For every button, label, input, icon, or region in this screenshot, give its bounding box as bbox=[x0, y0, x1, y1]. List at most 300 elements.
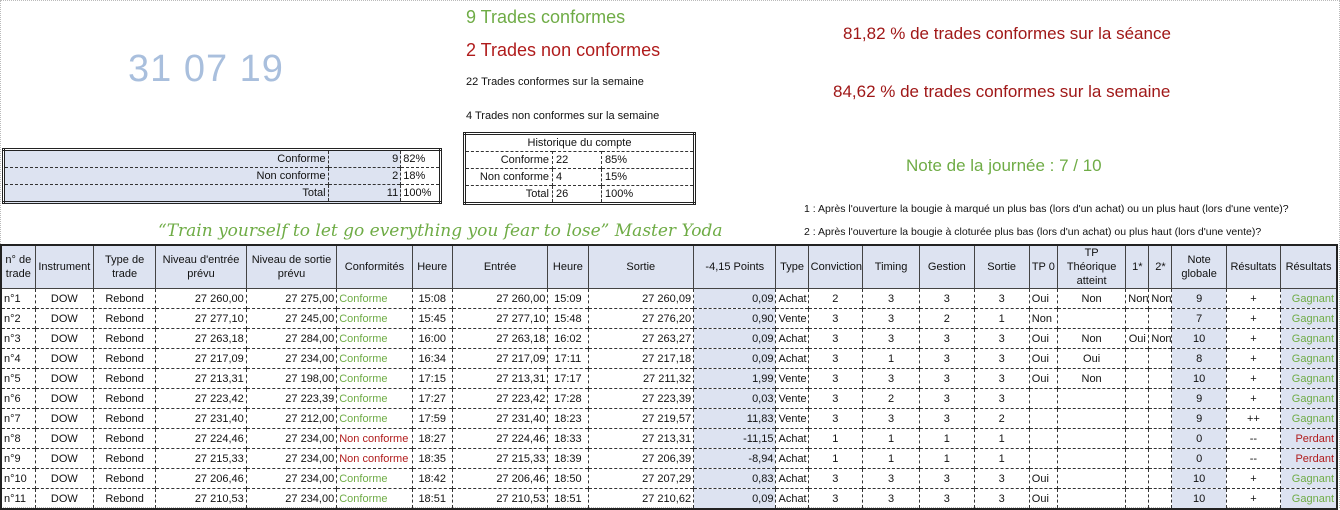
cell-exit: 27 276,20 bbox=[588, 309, 694, 329]
cell-timing: 3 bbox=[862, 489, 919, 510]
cell-gestion: 3 bbox=[920, 409, 974, 429]
cell-resultat: Gagnant bbox=[1281, 469, 1337, 489]
summary-count: 9 bbox=[328, 150, 401, 168]
cell-entry-planned: 27 260,00 bbox=[156, 289, 246, 309]
cell-tp0 bbox=[1029, 429, 1057, 449]
cell-exit-planned: 27 198,00 bbox=[246, 369, 336, 389]
cell-trade-number: n°11 bbox=[1, 489, 35, 510]
cell-points: 0,83 bbox=[694, 469, 776, 489]
cell-side: Vente bbox=[776, 369, 808, 389]
cell-q1 bbox=[1126, 389, 1149, 409]
cell-sortie: 1 bbox=[974, 309, 1029, 329]
cell-exit: 27 210,62 bbox=[588, 489, 694, 510]
cell-exit: 27 263,27 bbox=[588, 329, 694, 349]
table-row bbox=[1, 449, 1337, 469]
cell-tp0: Oui bbox=[1029, 329, 1057, 349]
cell-timing: 3 bbox=[862, 309, 919, 329]
cell-conviction: 1 bbox=[808, 449, 862, 469]
cell-tp-theorique bbox=[1057, 309, 1125, 329]
historique-pct: 85% bbox=[602, 152, 695, 169]
table-row bbox=[1, 309, 1337, 329]
table-row bbox=[1, 329, 1337, 349]
cell-side: Achat bbox=[776, 329, 808, 349]
cell-gestion: 3 bbox=[920, 349, 974, 369]
table-row bbox=[1, 409, 1337, 429]
cell-exit-time: 18:50 bbox=[548, 469, 588, 489]
cell-q2 bbox=[1149, 389, 1172, 409]
cell-resultat-sign: + bbox=[1226, 309, 1280, 329]
cell-trade-number: n°10 bbox=[1, 469, 35, 489]
cell-exit-planned: 27 234,00 bbox=[246, 489, 336, 510]
cell-trade-number: n°6 bbox=[1, 389, 35, 409]
historique-row bbox=[465, 186, 695, 204]
cell-tp0: Oui bbox=[1029, 289, 1057, 309]
cell-entry-planned: 27 224,46 bbox=[156, 429, 246, 449]
cell-exit: 27 260,09 bbox=[588, 289, 694, 309]
cell-trade-number: n°1 bbox=[1, 289, 35, 309]
column-header-entry-time: Heure bbox=[412, 245, 452, 289]
cell-exit-planned: 27 234,00 bbox=[246, 469, 336, 489]
cell-conviction: 3 bbox=[808, 309, 862, 329]
cell-q2 bbox=[1149, 369, 1172, 389]
table-row bbox=[1, 429, 1337, 449]
column-header-points: -4,15 Points bbox=[694, 245, 776, 289]
cell-instrument: DOW bbox=[35, 449, 93, 469]
cell-resultat: Gagnant bbox=[1281, 349, 1337, 369]
cell-instrument: DOW bbox=[35, 349, 93, 369]
cell-q2 bbox=[1149, 349, 1172, 369]
summary-count: 2 bbox=[328, 168, 401, 185]
summary-table bbox=[2, 148, 442, 204]
column-header-tp-theorique: TP Théorique atteint bbox=[1057, 245, 1125, 289]
cell-note-globale: 9 bbox=[1172, 389, 1226, 409]
summary-row bbox=[4, 168, 441, 185]
cell-instrument: DOW bbox=[35, 489, 93, 510]
trades-table bbox=[0, 244, 1338, 510]
cell-resultat-sign: + bbox=[1226, 349, 1280, 369]
summary-label: Total bbox=[4, 185, 329, 203]
cell-tp0: Oui bbox=[1029, 489, 1057, 510]
cell-tp0: Oui bbox=[1029, 369, 1057, 389]
cell-exit-time: 17:28 bbox=[548, 389, 588, 409]
summary-pct: 100% bbox=[401, 185, 441, 203]
cell-exit-planned: 27 284,00 bbox=[246, 329, 336, 349]
historique-count: 22 bbox=[553, 152, 602, 169]
cell-trade-type: Rebond bbox=[93, 329, 155, 349]
cell-q1 bbox=[1126, 429, 1149, 449]
cell-points: 0,09 bbox=[694, 329, 776, 349]
cell-trade-type: Rebond bbox=[93, 369, 155, 389]
cell-conviction: 3 bbox=[808, 409, 862, 429]
cell-exit-time: 17:17 bbox=[548, 369, 588, 389]
cell-gestion: 3 bbox=[920, 329, 974, 349]
cell-trade-type: Rebond bbox=[93, 409, 155, 429]
trades-conformes-count: 9 Trades conformes bbox=[466, 7, 626, 27]
cell-gestion: 3 bbox=[920, 469, 974, 489]
cell-side: Vente bbox=[776, 389, 808, 409]
cell-q1 bbox=[1126, 369, 1149, 389]
cell-conviction: 3 bbox=[808, 469, 862, 489]
cell-entry-planned: 27 206,46 bbox=[156, 469, 246, 489]
cell-instrument: DOW bbox=[35, 369, 93, 389]
column-header-side: Type bbox=[776, 245, 808, 289]
summary-row bbox=[4, 150, 441, 168]
cell-trade-number: n°5 bbox=[1, 369, 35, 389]
column-header-q1: 1* bbox=[1126, 245, 1149, 289]
cell-gestion: 1 bbox=[920, 449, 974, 469]
cell-q1 bbox=[1126, 489, 1149, 510]
cell-entry: 27 206,46 bbox=[452, 469, 548, 489]
historique-label: Total bbox=[465, 186, 553, 204]
quote: “Train yourself to let go everything you fear to lose” Master Yoda bbox=[158, 221, 723, 241]
column-header-timing: Timing bbox=[862, 245, 919, 289]
cell-exit: 27 223,39 bbox=[588, 389, 694, 409]
cell-instrument: DOW bbox=[35, 389, 93, 409]
cell-entry-time: 16:00 bbox=[412, 329, 452, 349]
cell-conviction: 3 bbox=[808, 329, 862, 349]
cell-resultat: Perdant bbox=[1281, 429, 1337, 449]
cell-exit: 27 217,18 bbox=[588, 349, 694, 369]
cell-conformity: Conforme bbox=[337, 489, 412, 510]
cell-exit-time: 15:09 bbox=[548, 289, 588, 309]
cell-resultat-sign: + bbox=[1226, 369, 1280, 389]
cell-trade-type: Rebond bbox=[93, 469, 155, 489]
cell-entry-planned: 27 231,40 bbox=[156, 409, 246, 429]
cell-resultat: Gagnant bbox=[1281, 289, 1337, 309]
column-header-entry-planned: Niveau d'entrée prévu bbox=[156, 245, 246, 289]
cell-tp-theorique bbox=[1057, 449, 1125, 469]
cell-entry-time: 17:27 bbox=[412, 389, 452, 409]
cell-exit-time: 18:23 bbox=[548, 409, 588, 429]
cell-q2 bbox=[1149, 449, 1172, 469]
cell-resultat-sign: ++ bbox=[1226, 409, 1280, 429]
summary-pct: 82% bbox=[401, 150, 441, 168]
note-journee: Note de la journée : 7 / 10 bbox=[906, 156, 1102, 175]
cell-conformity: Non conforme bbox=[337, 429, 412, 449]
cell-exit: 27 213,31 bbox=[588, 429, 694, 449]
cell-entry-time: 16:34 bbox=[412, 349, 452, 369]
cell-points: -11,15 bbox=[694, 429, 776, 449]
cell-sortie: 3 bbox=[974, 289, 1029, 309]
cell-entry-time: 18:35 bbox=[412, 449, 452, 469]
cell-points: 0,09 bbox=[694, 289, 776, 309]
cell-entry-planned: 27 213,31 bbox=[156, 369, 246, 389]
semaine-conformes: 22 Trades conformes sur la semaine bbox=[466, 76, 644, 88]
historique-row bbox=[465, 169, 695, 186]
cell-trade-number: n°3 bbox=[1, 329, 35, 349]
cell-trade-number: n°2 bbox=[1, 309, 35, 329]
cell-trade-type: Rebond bbox=[93, 429, 155, 449]
cell-instrument: DOW bbox=[35, 409, 93, 429]
cell-tp-theorique bbox=[1057, 469, 1125, 489]
pct-semaine: 84,62 % de trades conformes sur la semaine bbox=[833, 82, 1171, 101]
cell-resultat: Gagnant bbox=[1281, 369, 1337, 389]
cell-resultat-sign: + bbox=[1226, 389, 1280, 409]
cell-sortie: 3 bbox=[974, 389, 1029, 409]
cell-gestion: 3 bbox=[920, 369, 974, 389]
column-header-trade-type: Type de trade bbox=[93, 245, 155, 289]
cell-points: -8,94 bbox=[694, 449, 776, 469]
cell-gestion: 3 bbox=[920, 489, 974, 510]
cell-entry-planned: 27 210,53 bbox=[156, 489, 246, 510]
summary-row bbox=[4, 185, 441, 203]
cell-instrument: DOW bbox=[35, 289, 93, 309]
cell-note-globale: 10 bbox=[1172, 329, 1226, 349]
cell-points: 11,83 bbox=[694, 409, 776, 429]
cell-entry-planned: 27 277,10 bbox=[156, 309, 246, 329]
cell-conviction: 3 bbox=[808, 389, 862, 409]
cell-q1 bbox=[1126, 409, 1149, 429]
cell-trade-number: n°4 bbox=[1, 349, 35, 369]
cell-resultat: Gagnant bbox=[1281, 489, 1337, 510]
cell-q1 bbox=[1126, 469, 1149, 489]
cell-instrument: DOW bbox=[35, 309, 93, 329]
cell-entry: 27 217,09 bbox=[452, 349, 548, 369]
cell-tp0 bbox=[1029, 409, 1057, 429]
cell-q1: Non bbox=[1126, 289, 1149, 309]
cell-resultat-sign: + bbox=[1226, 469, 1280, 489]
cell-tp0: Non bbox=[1029, 309, 1057, 329]
cell-points: 0,09 bbox=[694, 489, 776, 510]
column-header-tp0: TP 0 bbox=[1029, 245, 1057, 289]
cell-tp-theorique bbox=[1057, 489, 1125, 510]
cell-conformity: Conforme bbox=[337, 369, 412, 389]
cell-entry: 27 213,31 bbox=[452, 369, 548, 389]
cell-q2 bbox=[1149, 409, 1172, 429]
cell-tp0: Oui bbox=[1029, 349, 1057, 369]
cell-note-globale: 10 bbox=[1172, 369, 1226, 389]
cell-note-globale: 10 bbox=[1172, 469, 1226, 489]
cell-tp-theorique: Oui bbox=[1057, 349, 1125, 369]
cell-resultat: Perdant bbox=[1281, 449, 1337, 469]
footnote-2: 2 : Après l'ouverture la bougie à cloturée plus bas (lors d'un achat) ou plus haut (lors d'une vente)? bbox=[804, 226, 1262, 238]
cell-gestion: 3 bbox=[920, 289, 974, 309]
cell-gestion: 2 bbox=[920, 309, 974, 329]
cell-note-globale: 8 bbox=[1172, 349, 1226, 369]
cell-note-globale: 9 bbox=[1172, 289, 1226, 309]
column-header-gestion: Gestion bbox=[920, 245, 974, 289]
cell-entry-planned: 27 223,42 bbox=[156, 389, 246, 409]
table-row bbox=[1, 289, 1337, 309]
cell-instrument: DOW bbox=[35, 469, 93, 489]
historique-label: Conforme bbox=[465, 152, 553, 169]
cell-timing: 3 bbox=[862, 469, 919, 489]
cell-entry-time: 15:08 bbox=[412, 289, 452, 309]
column-header-resultat: Résultats bbox=[1281, 245, 1337, 289]
cell-exit-planned: 27 234,00 bbox=[246, 349, 336, 369]
table-row bbox=[1, 389, 1337, 409]
cell-tp-theorique: Non bbox=[1057, 289, 1125, 309]
cell-timing: 1 bbox=[862, 449, 919, 469]
cell-exit: 27 206,39 bbox=[588, 449, 694, 469]
cell-exit-planned: 27 234,00 bbox=[246, 429, 336, 449]
column-header-entry: Entrée bbox=[452, 245, 548, 289]
column-header-sortie: Sortie bbox=[974, 245, 1029, 289]
cell-q2 bbox=[1149, 469, 1172, 489]
cell-side: Achat bbox=[776, 289, 808, 309]
cell-timing: 3 bbox=[862, 329, 919, 349]
cell-resultat: Gagnant bbox=[1281, 309, 1337, 329]
cell-note-globale: 0 bbox=[1172, 449, 1226, 469]
cell-conformity: Conforme bbox=[337, 289, 412, 309]
column-header-note-globale: Note globale bbox=[1172, 245, 1226, 289]
cell-entry: 27 215,33 bbox=[452, 449, 548, 469]
column-header-exit-time: Heure bbox=[548, 245, 588, 289]
cell-timing: 2 bbox=[862, 389, 919, 409]
cell-resultat-sign: + bbox=[1226, 489, 1280, 510]
cell-entry-time: 17:15 bbox=[412, 369, 452, 389]
cell-tp0 bbox=[1029, 449, 1057, 469]
cell-conformity: Conforme bbox=[337, 409, 412, 429]
cell-conviction: 2 bbox=[808, 289, 862, 309]
cell-timing: 3 bbox=[862, 289, 919, 309]
cell-note-globale: 7 bbox=[1172, 309, 1226, 329]
cell-exit-planned: 27 234,00 bbox=[246, 449, 336, 469]
cell-conviction: 3 bbox=[808, 489, 862, 510]
table-row bbox=[1, 469, 1337, 489]
cell-entry: 27 277,10 bbox=[452, 309, 548, 329]
cell-entry-planned: 27 217,09 bbox=[156, 349, 246, 369]
cell-tp-theorique: Non bbox=[1057, 369, 1125, 389]
column-header-q2: 2* bbox=[1149, 245, 1172, 289]
cell-side: Achat bbox=[776, 349, 808, 369]
column-header-exit: Sortie bbox=[588, 245, 694, 289]
cell-exit-planned: 27 275,00 bbox=[246, 289, 336, 309]
cell-q2 bbox=[1149, 429, 1172, 449]
cell-points: 1,99 bbox=[694, 369, 776, 389]
column-header-conviction: Conviction bbox=[808, 245, 862, 289]
historique-pct: 100% bbox=[602, 186, 695, 204]
cell-conformity: Conforme bbox=[337, 469, 412, 489]
cell-exit-planned: 27 245,00 bbox=[246, 309, 336, 329]
column-header-conformity: Conformités bbox=[337, 245, 412, 289]
cell-tp-theorique: Non bbox=[1057, 329, 1125, 349]
cell-note-globale: 9 bbox=[1172, 409, 1226, 429]
cell-resultat-sign: + bbox=[1226, 289, 1280, 309]
cell-side: Achat bbox=[776, 449, 808, 469]
column-header-trade-number: n° de trade bbox=[1, 245, 35, 289]
cell-tp-theorique bbox=[1057, 389, 1125, 409]
cell-conformity: Conforme bbox=[337, 309, 412, 329]
cell-conformity: Non conforme bbox=[337, 449, 412, 469]
cell-trade-type: Rebond bbox=[93, 489, 155, 510]
cell-resultat: Gagnant bbox=[1281, 389, 1337, 409]
cell-q1: Oui bbox=[1126, 329, 1149, 349]
cell-conformity: Conforme bbox=[337, 349, 412, 369]
cell-instrument: DOW bbox=[35, 329, 93, 349]
cell-side: Achat bbox=[776, 489, 808, 510]
cell-points: 0,03 bbox=[694, 389, 776, 409]
cell-instrument: DOW bbox=[35, 429, 93, 449]
cell-sortie: 1 bbox=[974, 449, 1029, 469]
cell-exit-time: 17:11 bbox=[548, 349, 588, 369]
cell-exit-planned: 27 212,00 bbox=[246, 409, 336, 429]
cell-entry: 27 260,00 bbox=[452, 289, 548, 309]
cell-sortie: 3 bbox=[974, 329, 1029, 349]
cell-resultat-sign: -- bbox=[1226, 449, 1280, 469]
cell-conformity: Conforme bbox=[337, 389, 412, 409]
column-header-exit-planned: Niveau de sortie prévu bbox=[246, 245, 336, 289]
cell-exit: 27 219,57 bbox=[588, 409, 694, 429]
cell-exit-planned: 27 223,39 bbox=[246, 389, 336, 409]
historique-label: Non conforme bbox=[465, 169, 553, 186]
cell-note-globale: 10 bbox=[1172, 489, 1226, 510]
cell-q2 bbox=[1149, 309, 1172, 329]
cell-conviction: 1 bbox=[808, 429, 862, 449]
cell-conformity: Conforme bbox=[337, 329, 412, 349]
cell-entry: 27 231,40 bbox=[452, 409, 548, 429]
table-body bbox=[1, 289, 1337, 510]
cell-exit-time: 16:02 bbox=[548, 329, 588, 349]
summary-pct: 18% bbox=[401, 168, 441, 185]
cell-exit-time: 18:33 bbox=[548, 429, 588, 449]
cell-sortie: 2 bbox=[974, 409, 1029, 429]
historique-table bbox=[463, 132, 696, 205]
historique-row bbox=[465, 152, 695, 169]
cell-entry-planned: 27 215,33 bbox=[156, 449, 246, 469]
cell-trade-number: n°8 bbox=[1, 429, 35, 449]
pct-seance: 81,82 % de trades conformes sur la séance bbox=[843, 24, 1171, 43]
footnote-1: 1 : Après l'ouverture la bougie à marqué un plus bas (lors d'un achat) ou un plus haut (lors d'une vente)? bbox=[804, 203, 1289, 215]
cell-entry-time: 18:27 bbox=[412, 429, 452, 449]
cell-q1 bbox=[1126, 349, 1149, 369]
cell-resultat: Gagnant bbox=[1281, 329, 1337, 349]
cell-note-globale: 0 bbox=[1172, 429, 1226, 449]
summary-count: 11 bbox=[328, 185, 401, 203]
column-header-instrument: Instrument bbox=[35, 245, 93, 289]
cell-sortie: 3 bbox=[974, 489, 1029, 510]
cell-gestion: 1 bbox=[920, 429, 974, 449]
cell-trade-type: Rebond bbox=[93, 289, 155, 309]
cell-q2: Non bbox=[1149, 329, 1172, 349]
cell-entry: 27 224,46 bbox=[452, 429, 548, 449]
cell-trade-type: Rebond bbox=[93, 349, 155, 369]
cell-resultat: Gagnant bbox=[1281, 409, 1337, 429]
cell-points: 0,09 bbox=[694, 349, 776, 369]
table-header-row bbox=[1, 245, 1337, 289]
cell-exit-time: 18:51 bbox=[548, 489, 588, 510]
cell-timing: 3 bbox=[862, 369, 919, 389]
cell-entry-time: 15:45 bbox=[412, 309, 452, 329]
cell-sortie: 3 bbox=[974, 469, 1029, 489]
cell-resultat-sign: + bbox=[1226, 329, 1280, 349]
cell-tp0: Oui bbox=[1029, 469, 1057, 489]
cell-entry: 27 263,18 bbox=[452, 329, 548, 349]
cell-tp-theorique bbox=[1057, 429, 1125, 449]
historique-count: 4 bbox=[553, 169, 602, 186]
cell-side: Achat bbox=[776, 469, 808, 489]
cell-exit: 27 207,29 bbox=[588, 469, 694, 489]
cell-side: Vente bbox=[776, 409, 808, 429]
historique-pct: 15% bbox=[602, 169, 695, 186]
cell-entry-time: 18:42 bbox=[412, 469, 452, 489]
cell-timing: 1 bbox=[862, 349, 919, 369]
cell-q1 bbox=[1126, 449, 1149, 469]
cell-q1 bbox=[1126, 309, 1149, 329]
summary-label: Conforme bbox=[4, 150, 329, 168]
cell-trade-type: Rebond bbox=[93, 309, 155, 329]
cell-points: 0,90 bbox=[694, 309, 776, 329]
historique-count: 26 bbox=[553, 186, 602, 204]
cell-sortie: 1 bbox=[974, 429, 1029, 449]
cell-tp0 bbox=[1029, 389, 1057, 409]
cell-exit: 27 211,32 bbox=[588, 369, 694, 389]
cell-q2 bbox=[1149, 489, 1172, 510]
cell-exit-time: 18:39 bbox=[548, 449, 588, 469]
cell-sortie: 3 bbox=[974, 369, 1029, 389]
column-header-resultat-sign: Résultats bbox=[1226, 245, 1280, 289]
cell-tp-theorique bbox=[1057, 409, 1125, 429]
